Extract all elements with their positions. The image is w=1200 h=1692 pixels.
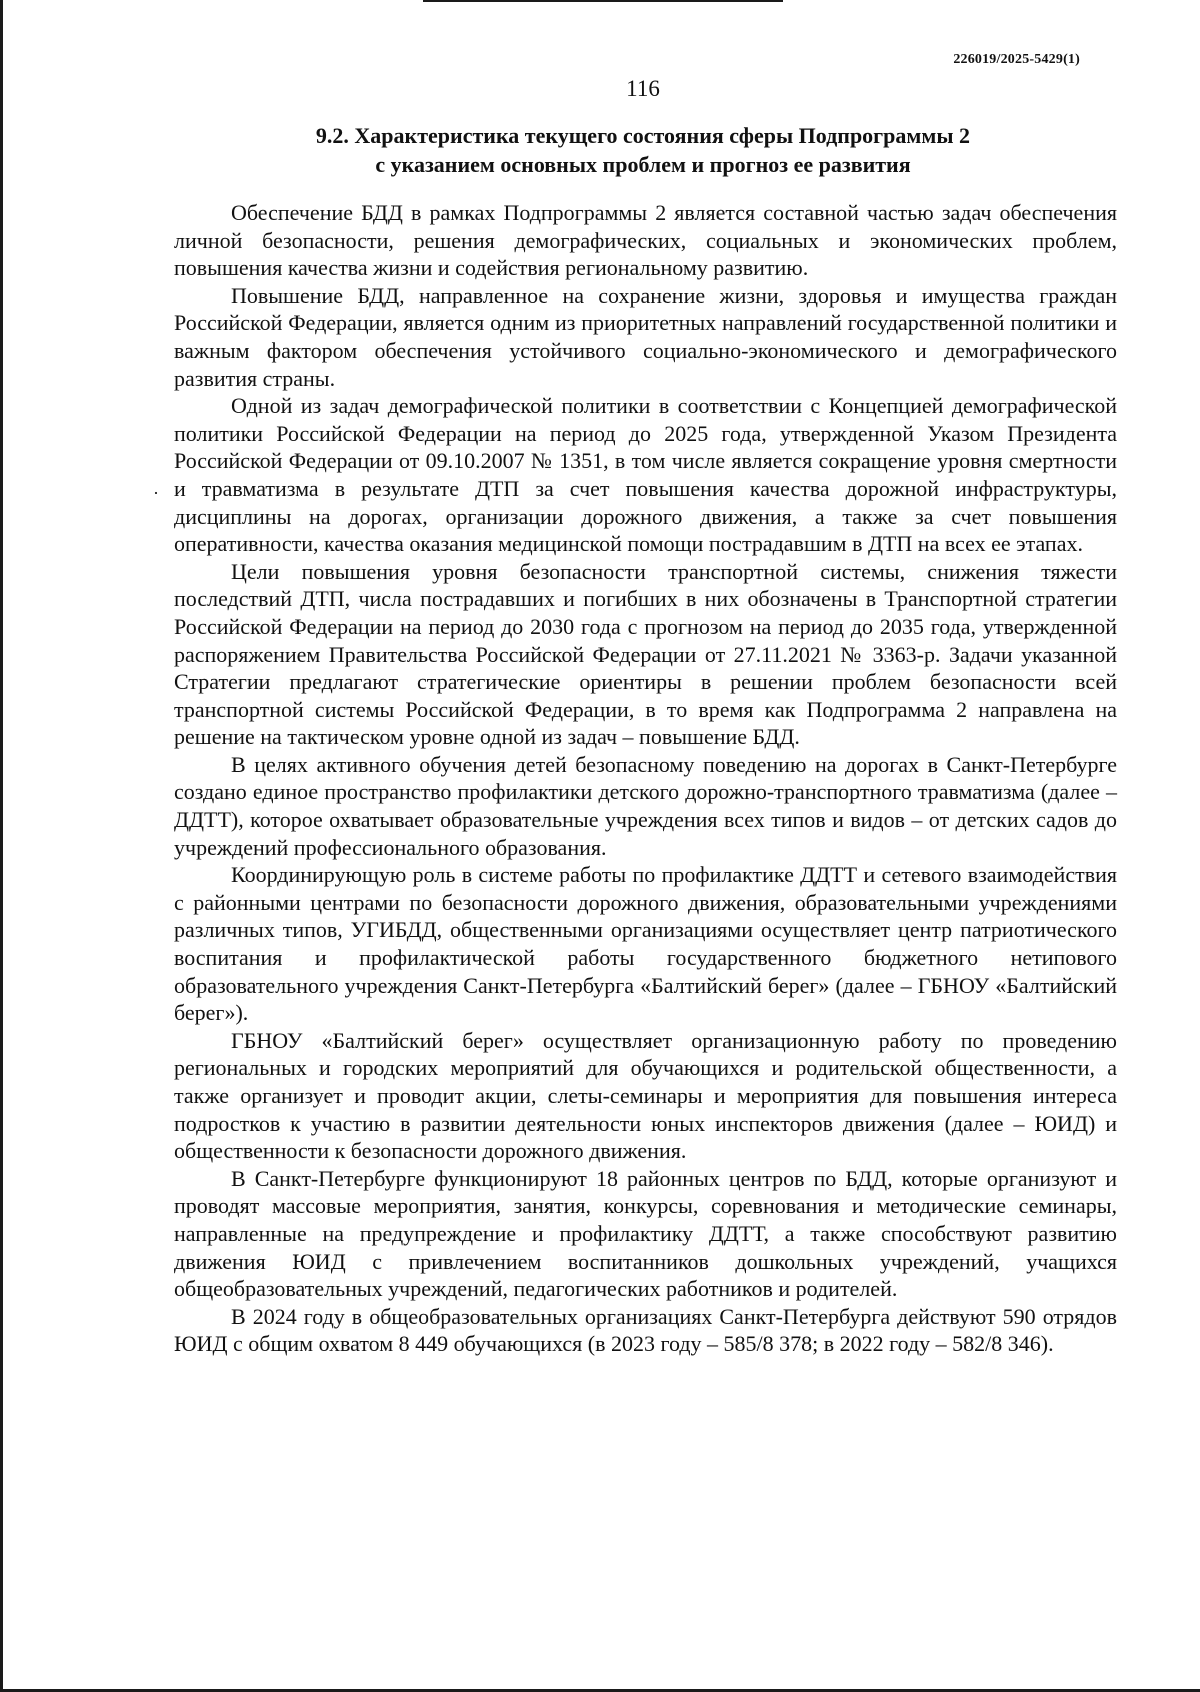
paragraph-8: В Санкт-Петербурге функционируют 18 районных центров по БДД, которые организуют и проводят массовые мероприятия, занятия, конкурсы, соревнования и методические семинары, направленные на предупреждение и профилактику ДДТТ, а также способствуют развитию движения ЮИД с привлечением воспитанников дошкольных учреждений, учащихся общеобразовательных учреждений, педагогических работников и родителей. bbox=[174, 1165, 1117, 1302]
paragraph-2: Повышение БДД, направленное на сохранение жизни, здоровья и имущества граждан Российской Федерации, является одним из приоритетных направлений государственной политики и важным фактором обеспечения устойчивого социально-экономического и демографического развития страны. bbox=[174, 282, 1117, 391]
section-heading-line-1: 9.2. Характеристика текущего состояния сферы Подпрограммы 2 bbox=[315, 123, 971, 148]
paragraph-3: Одной из задач демографической политики в соответствии с Концепцией демографической политики Российской Федерации на период до 2025 года, утвержденной Указом Президента Российской Федерации от 09.10.2007 № 1351, в том числе является сокращение уровня смертности и травматизма в результате ДТП за счет повышения качества дорожной инфраструктуры, дисциплины на дорогах, организации дорожного движения, а также за счет повышения оперативности, качества оказания медицинской помощи пострадавшим в ДТП на всех ее этапах. bbox=[174, 393, 1117, 557]
paragraph-5: В целях активного обучения детей безопасному поведению на дорогах в Санкт-Петербурге создано единое пространство профилактики детского дорожно-транспортного травматизма (далее – ДДТТ), которое охватывает образовательные учреждения всех типов и видов – от детских садов до учреждений профессионального образования. bbox=[174, 751, 1117, 860]
paragraph-6: Координирующую роль в системе работы по профилактике ДДТТ и сетевого взаимодействия с районными центрами по безопасности дорожного движения, образовательными учреждениями различных типов, УГИБДД, общественными организациями осуществляет центр патриотического воспитания и профилактической работы государственного бюджетного нетипового образовательного учреждения Санкт-Петербурга «Балтийский берег» (далее – ГБНОУ «Балтийский берег»). bbox=[174, 862, 1117, 1026]
paragraph-7: ГБНОУ «Балтийский берег» осуществляет организационную работу по проведению региональных и городских мероприятий для обучающихся и родительской общественности, а также организует и проводит акции, слеты-семинары и мероприятия для повышения интереса подростков к участию в развитии деятельности юных инспекторов движения (далее – ЮИД) и общественности к безопасности дорожного движения. bbox=[174, 1027, 1117, 1164]
paragraph-4: Цели повышения уровня безопасности транспортной системы, снижения тяжести последствий ДТП, числа пострадавших и погибших в них обозначены в Транспортной стратегии Российской Федерации на период до 2030 года с прогнозом на период до 2035 года, утвержденной распоряжением Правительства Российской Федерации от 27.11.2021 № 3363-р. Задачи указанной Стратегии предлагают стратегические ориентиры в решении проблем безопасности всей транспортной системы Российской Федерации, в то время как Подпрограмма 2 направлена на решение на тактическом уровне одной из задач – повышение БДД. bbox=[174, 558, 1117, 750]
document-body bbox=[174, 199, 1117, 1358]
scan-margin-dot: · bbox=[153, 483, 159, 503]
paragraph-9: В 2024 году в общеобразовательных организациях Санкт-Петербурга действуют 590 отрядов ЮИД с общим охватом 8 449 обучающихся (в 2023 году – 585/8 378; в 2022 году – 582/8 346). bbox=[174, 1303, 1117, 1357]
scan-top-edge-line bbox=[423, 0, 783, 2]
page-number: 116 bbox=[626, 76, 660, 101]
paragraph-1: Обеспечение БДД в рамках Подпрограммы 2 является составной частью задач обеспечения личной безопасности, решения демографических, социальных и экономических проблем, повышения качества жизни и содействия региональному развитию. bbox=[174, 200, 1117, 281]
document-id: 226019/2025-5429(1) bbox=[953, 52, 1080, 67]
section-heading-line-2: с указанием основных проблем и прогноз ее развития bbox=[375, 152, 911, 177]
section-heading bbox=[173, 121, 1113, 179]
